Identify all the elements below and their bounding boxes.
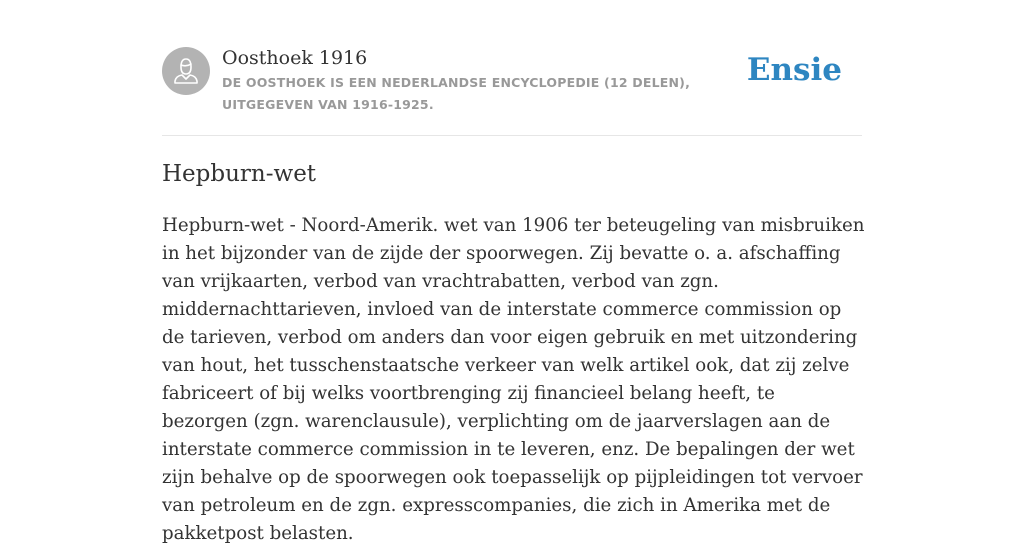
user-icon xyxy=(162,47,210,95)
article-body: Hepburn-wet - Noord-Amerik. wet van 1906 ter beteugeling van misbruiken in het bijzonder van de zijde der spoorwegen. Zij bevatte o. a. afschaffing van vrijkaarten, verbod van vrachtrabatten, verbod van zgn. middernachttarieven, invloed van de interstate commerce commission op de tarieven, verbod om anders dan voor eigen gebruik en met uitzondering van hout, het tusschenstaatsche verkeer van welk artikel ook, dat zij zelve fabriceert of bij welks voortbrenging zij financieel belang heeft, te bezorgen (zgn. warenclausule), verplichting om de jaarverslagen aan de interstate commerce commission in te leveren, enz. De bepalingen der wet zijn behalve op de spoorwegen ook toepasselijk op pijpleidingen tot vervoer van petroleum en de zgn. expresscompanies, die zich in Amerika met de pakketpost belasten. xyxy=(162,215,865,544)
article-title: Hepburn-wet xyxy=(162,161,317,187)
source-description: DE OOSTHOEK IS EEN NEDERLANDSE ENCYCLOPEDIE (12 DELEN), UITGEGEVEN VAN 1916-1925. xyxy=(222,75,691,112)
source-title[interactable]: Oosthoek 1916 xyxy=(222,47,368,69)
ensie-logo-link[interactable]: Ensie xyxy=(746,52,842,88)
source-header xyxy=(162,44,862,136)
